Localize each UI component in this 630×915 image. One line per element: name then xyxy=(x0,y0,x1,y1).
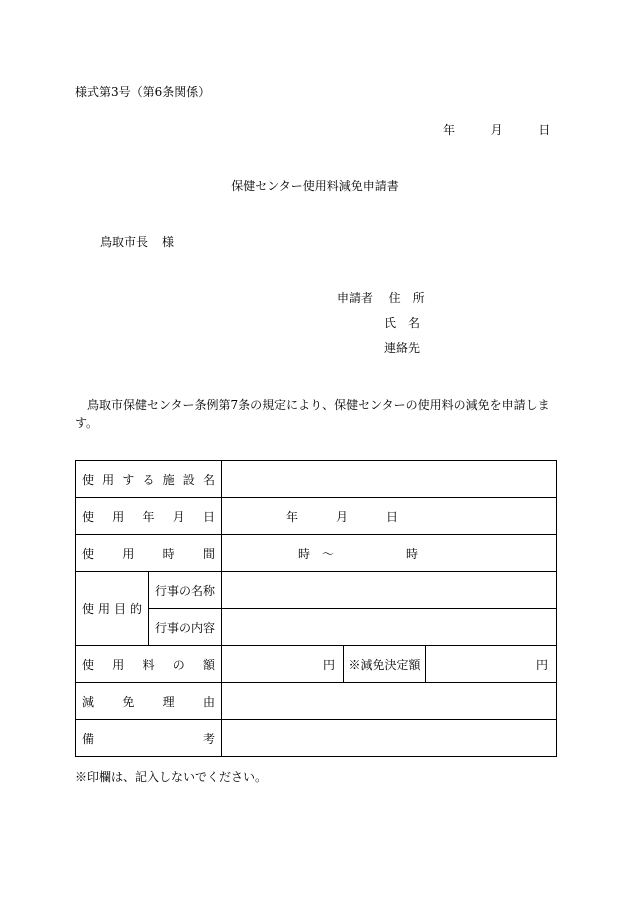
reduction-unit: 円 xyxy=(536,657,549,672)
event-content-label: 行事の内容 xyxy=(149,609,222,646)
use-date-year: 年 xyxy=(286,509,299,524)
label-char: 理 xyxy=(162,694,175,709)
date-day-label: 日 xyxy=(538,123,551,137)
facility-input-cell[interactable] xyxy=(222,461,557,498)
label-char: 設 xyxy=(182,472,195,487)
use-time-input-cell[interactable] xyxy=(222,535,557,572)
use-time-from: 時 xyxy=(298,546,311,561)
use-date-label xyxy=(76,498,222,535)
use-time-row xyxy=(76,535,557,572)
fee-label xyxy=(76,646,222,683)
use-time-tilde: ～ xyxy=(322,546,335,561)
reason-label xyxy=(76,683,222,720)
label-char: 備 xyxy=(82,731,95,746)
label-char: 免 xyxy=(122,694,135,709)
label-char: 料 xyxy=(142,657,155,672)
label-char: 間 xyxy=(202,546,215,561)
label-char: 用 xyxy=(122,546,135,561)
label-char: 目 xyxy=(113,602,126,616)
facility-label xyxy=(76,461,222,498)
label-char: 額 xyxy=(203,657,216,672)
purpose-label xyxy=(76,572,149,646)
remarks-label xyxy=(76,720,222,757)
applicant-label: 申請者 xyxy=(337,291,374,305)
label-char: 考 xyxy=(203,731,216,746)
label-char: 使 xyxy=(82,657,95,672)
reason-row xyxy=(76,683,557,720)
label-char: 使 xyxy=(82,546,95,561)
label-char: 由 xyxy=(202,694,215,709)
use-date-row xyxy=(76,498,557,535)
label-char: 用 xyxy=(97,602,110,616)
addressee xyxy=(100,236,174,248)
event-name-row xyxy=(76,572,557,609)
reason-input-cell[interactable] xyxy=(222,683,557,720)
use-date-input-cell[interactable] xyxy=(222,498,557,535)
event-content-row xyxy=(76,609,557,646)
label-char: 使 xyxy=(82,472,95,487)
use-date-day: 日 xyxy=(386,509,399,524)
label-char: の xyxy=(172,657,185,672)
event-content-input-cell[interactable] xyxy=(222,609,557,646)
label-char: 使 xyxy=(82,602,95,616)
label-char: 用 xyxy=(112,509,125,524)
applicant-name-label: 氏 名 xyxy=(384,316,421,330)
label-char: る xyxy=(142,472,155,487)
label-char: 名 xyxy=(202,472,215,487)
remarks-row xyxy=(76,720,557,757)
label-char: 減 xyxy=(82,694,95,709)
fee-row xyxy=(76,646,557,683)
facility-row xyxy=(76,461,557,498)
application-form-table xyxy=(75,460,557,757)
label-char: 日 xyxy=(203,509,216,524)
label-char: 使 xyxy=(82,509,95,524)
reduction-amount-label: ※減免決定額 xyxy=(344,646,426,683)
label-char: 年 xyxy=(142,509,155,524)
event-name-label: 行事の名称 xyxy=(149,572,222,609)
event-name-input-cell[interactable] xyxy=(222,572,557,609)
use-time-label xyxy=(76,535,222,572)
date-year-label: 年 xyxy=(443,123,456,137)
label-char: 月 xyxy=(172,509,185,524)
date-month-label: 月 xyxy=(490,123,503,137)
remarks-input-cell[interactable] xyxy=(222,720,557,757)
applicant-address-label: 住 所 xyxy=(388,291,425,305)
use-date-month: 月 xyxy=(336,509,349,524)
fee-input-cell[interactable] xyxy=(222,646,344,683)
label-char: 施 xyxy=(162,472,175,487)
submission-date xyxy=(443,124,550,136)
label-char: 用 xyxy=(102,472,115,487)
label-char: 時 xyxy=(162,546,175,561)
reduction-amount-input-cell[interactable] xyxy=(426,646,557,683)
request-statement: 鳥取市保健センター条例第7条の規定により、保健センターの使用料の減免を申請します。 xyxy=(75,398,550,430)
applicant-address-row xyxy=(337,292,425,304)
footnote: ※印欄は、記入しないでください。 xyxy=(75,770,268,784)
label-char: す xyxy=(122,472,135,487)
fee-unit: 円 xyxy=(323,657,336,672)
addressee-name: 鳥取市長 xyxy=(100,235,149,249)
document-title: 保健センター使用料減免申請書 xyxy=(231,179,399,193)
form-number: 様式第3号（第6条関係） xyxy=(75,85,211,99)
label-char: 用 xyxy=(112,657,125,672)
applicant-contact-label: 連絡先 xyxy=(384,341,421,355)
use-time-to: 時 xyxy=(406,546,419,561)
label-char: 的 xyxy=(129,602,142,616)
addressee-honorific: 様 xyxy=(162,235,175,249)
